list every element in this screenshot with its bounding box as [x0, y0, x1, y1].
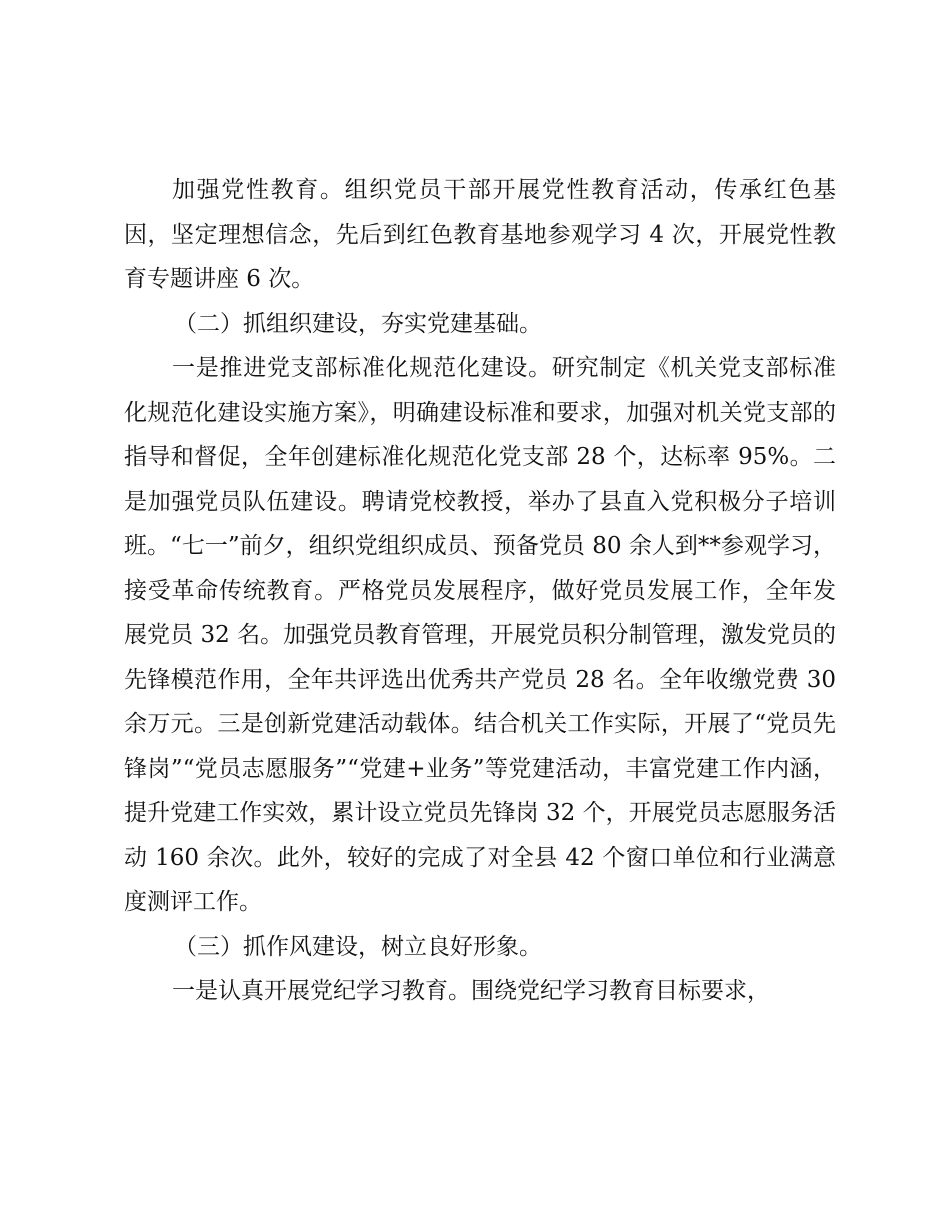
- section-heading-work-style: （三）抓作风建设，树立良好形象。: [174, 933, 542, 960]
- paragraph-party-spirit-education: 加强党性教育。组织党员干部开展党性教育活动，传承红色基因，坚定理想信念，先后到红色教育基地参观学习 4 次，开展党性教育专题讲座 6 次。: [124, 177, 836, 292]
- document-body: [124, 168, 836, 1014]
- section-heading-organization: （二）抓组织建设，夯实党建基础。: [174, 310, 542, 337]
- paragraph-organization-building: 一是推进党支部标准化规范化建设。研究制定《机关党支部标准化规范化建设实施方案》，明确建设标准和要求，加强对机关党支部的指导和督促，全年创建标准化规范化党支部 28 个，达标率 95%。二是加强党员队伍建设。聘请党校教授，举办了县直入党积极分子培训班。“七一”前夕，组织党组织成员、预备党员 80 余人到**参观学习，接受革命传统教育。严格党员发展程序，做好党员发展工作，全年发展党员 32 名。加强党员教育管理，开展党员积分制管理，激发党员的先锋模范作用，全年共评选出优秀共产党员 28 名。全年收缴党费 30 余万元。三是创新党建活动载体。结合机关工作实际，开展了“党员先锋岗”“党员志愿服务”“党建+业务”等党建活动，丰富党建工作内涵，提升党建工作实效，累计设立党员先锋岗 32 个，开展党员志愿服务活动 160 余次。此外，较好的完成了对全县 42 个窗口单位和行业满意度测评工作。: [124, 355, 836, 915]
- paragraph-discipline-education: 一是认真开展党纪学习教育。围绕党纪学习教育目标要求，: [172, 978, 770, 1004]
